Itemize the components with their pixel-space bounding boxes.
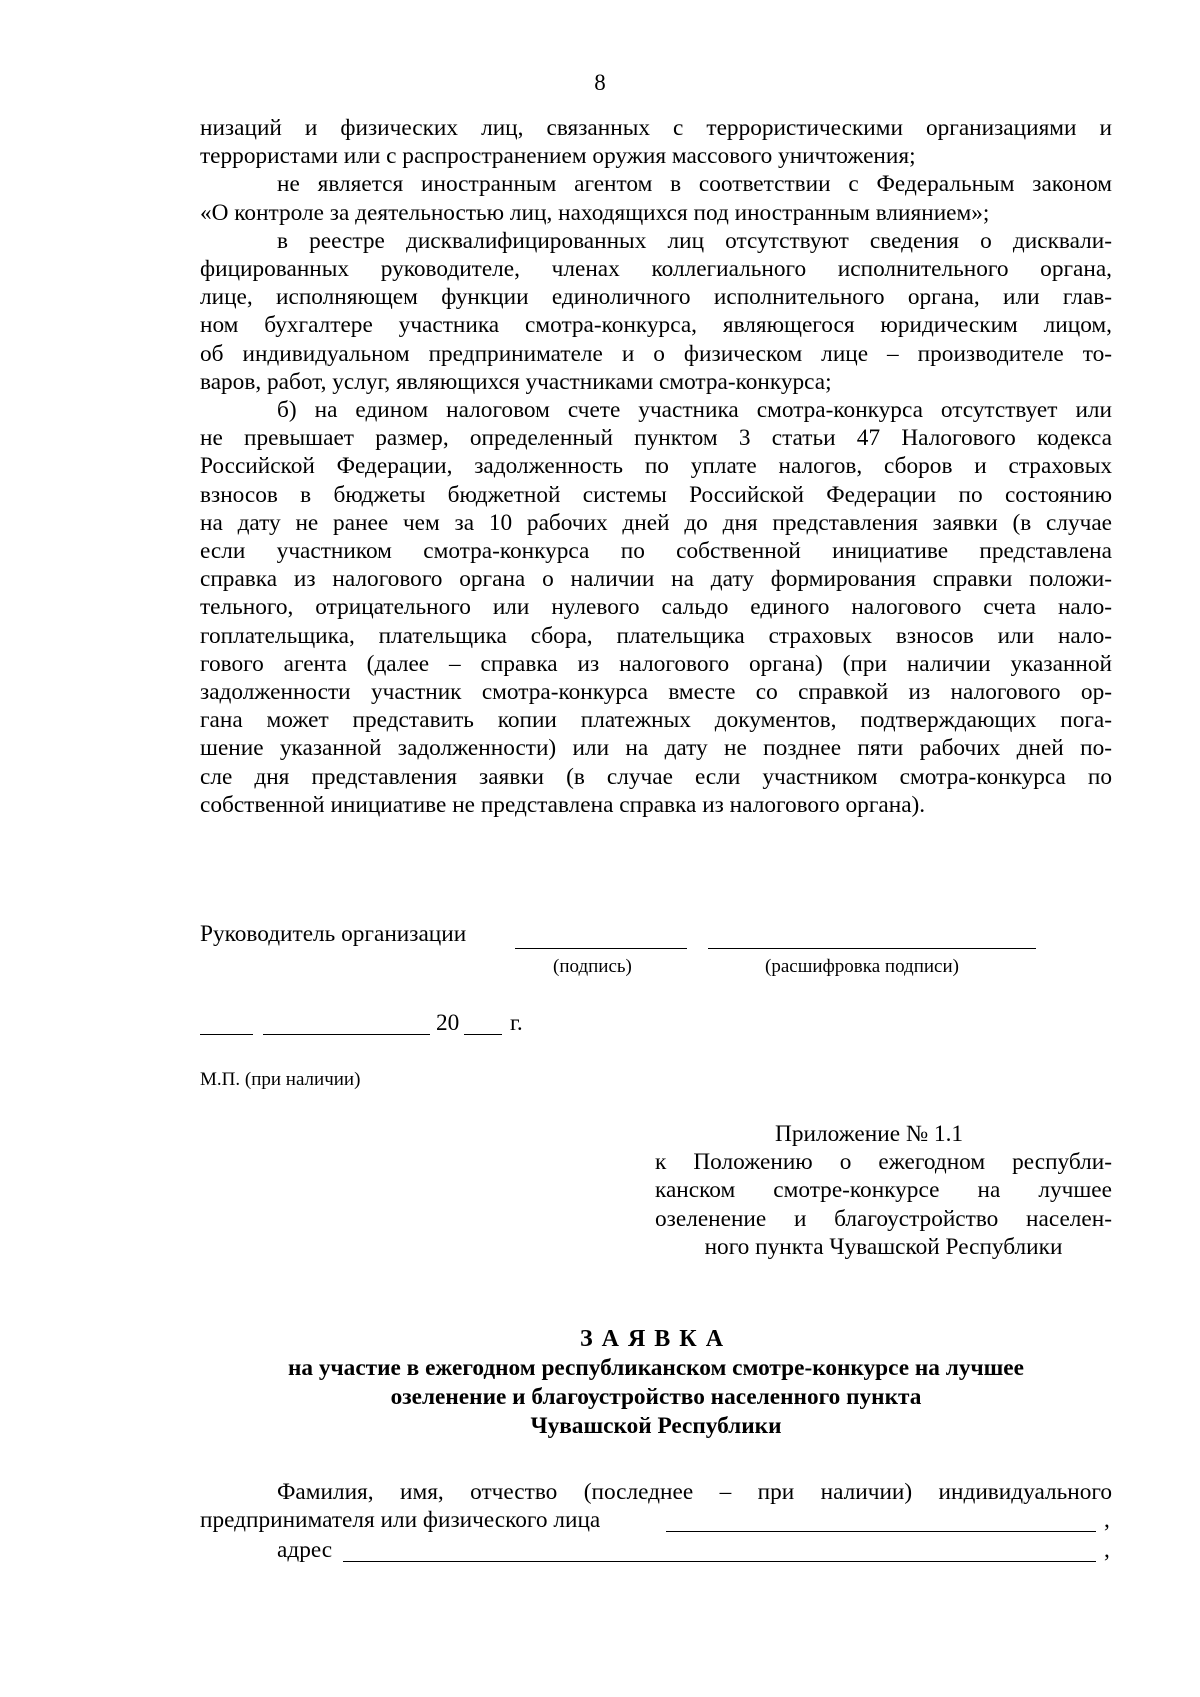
body-line: фицированных руководителе, членах коллегиального исполнительного органа, [200, 256, 1112, 283]
year-suffix: г. [510, 1010, 523, 1036]
heading-line: озеленение и благоустройство населенного пункта [390, 1384, 922, 1410]
body-line: б) на едином налоговом счете участника смотра-конкурса отсутствует или [277, 397, 1112, 424]
body-line: варов, работ, услуг, являющихся участниками смотра-конкурса; [200, 368, 832, 395]
application-heading [200, 1325, 1112, 1441]
body-line: гового агента (далее – справка из налогового органа) (при наличии указанной [200, 650, 1112, 677]
body-line: гоплательщика, плательщика сбора, плательщика страховых взносов или нало- [200, 622, 1112, 649]
body-line: террористами или с распространением оружия массового уничтожения; [200, 143, 916, 170]
body-line: справка из налогового органа о наличии на дату формирования справки положи- [200, 566, 1112, 593]
body-line: на дату не ранее чем за 10 рабочих дней до дня представления заявки (в случае [200, 509, 1112, 536]
body-line: не превышает размер, определенный пунктом 3 статьи 47 Налогового кодекса [200, 425, 1112, 452]
appendix-line: ного пункта Чувашской Республики [704, 1233, 1063, 1260]
appendix-line: озеленение и благоустройство населен- [655, 1205, 1112, 1232]
appendix-line: канском смотре-конкурсе на лучшее [655, 1177, 1112, 1204]
year-line [464, 1034, 502, 1035]
body-line: лице, исполняющем функции единоличного исполнительного органа, или глав- [200, 284, 1112, 311]
heading-title: ЗАЯВКА [579, 1326, 733, 1352]
body-line: в реестре дисквалифицированных лиц отсутствуют сведения о дисквали- [277, 227, 1112, 254]
signature-decode-line [708, 948, 1036, 949]
form-address-label: адрес [277, 1537, 333, 1563]
application-form [200, 1477, 1112, 1507]
heading-line: на участие в ежегодном республиканском смотре-конкурсе на лучшее [287, 1355, 1024, 1381]
signature-decode-caption: (расшифровка подписи) [765, 956, 959, 977]
date-month-line [263, 1034, 430, 1035]
form-comma: , [1104, 1507, 1110, 1533]
body-line: Российской Федерации, задолженность по уплате налогов, сборов и страховых [200, 453, 1112, 480]
address-field[interactable] [343, 1561, 1096, 1562]
form-fio-label: Фамилия, имя, отчество (последнее – при наличии) индивидуального [277, 1479, 1112, 1505]
body-line: ном бухгалтере участника смотра-конкурса, являющегося юридическим лицом, [200, 312, 1112, 339]
body-line: шение указанной задолженности) или на дату не позднее пяти рабочих дней по- [200, 735, 1112, 762]
body-line: «О контроле за деятельностью лиц, находящихся под иностранным влиянием»; [200, 199, 990, 226]
body-line: если участником смотра-конкурса по собственной инициативе представлена [200, 538, 1112, 565]
form-comma: , [1104, 1537, 1110, 1563]
person-name-field[interactable] [666, 1531, 1096, 1532]
body-line: гана может представить копии платежных документов, подтверждающих пога- [200, 707, 1112, 734]
appendix-title: Приложение № 1.1 [775, 1121, 964, 1147]
body-line: задолженности участник смотра-конкурса вместе со справкой из налогового ор- [200, 679, 1112, 706]
heading-line: Чувашской Республики [530, 1413, 782, 1439]
appendix-block [655, 1120, 1112, 1261]
signature-label: Руководитель организации [200, 921, 467, 947]
body-line: сле дня представления заявки (в случае если участником смотра-конкурса по [200, 763, 1112, 790]
body-line: собственной инициативе не представлена справка из налогового органа). [200, 791, 926, 818]
body-line: тельного, отрицательного или нулевого сальдо единого налогового счета нало- [200, 594, 1112, 621]
year-prefix: 20 [436, 1010, 460, 1036]
date-day-line [200, 1034, 253, 1035]
body-line: взносов в бюджеты бюджетной системы Российской Федерации по состоянию [200, 481, 1112, 508]
body-text [200, 114, 1112, 819]
stamp-note: М.П. (при наличии) [200, 1069, 361, 1090]
page-number: 8 [594, 70, 606, 95]
signature-line [515, 948, 687, 949]
body-line: об индивидуальном предпринимателе и о физическом лице – производителе то- [200, 340, 1112, 367]
body-line: не является иностранным агентом в соответствии с Федеральным законом [277, 171, 1112, 198]
appendix-line: к Положению о ежегодном республи- [655, 1149, 1112, 1176]
body-line: низаций и физических лиц, связанных с террористическими организациями и [200, 115, 1112, 141]
signature-caption: (подпись) [553, 956, 632, 977]
form-person-label: предпринимателя или физического лица [200, 1507, 601, 1533]
